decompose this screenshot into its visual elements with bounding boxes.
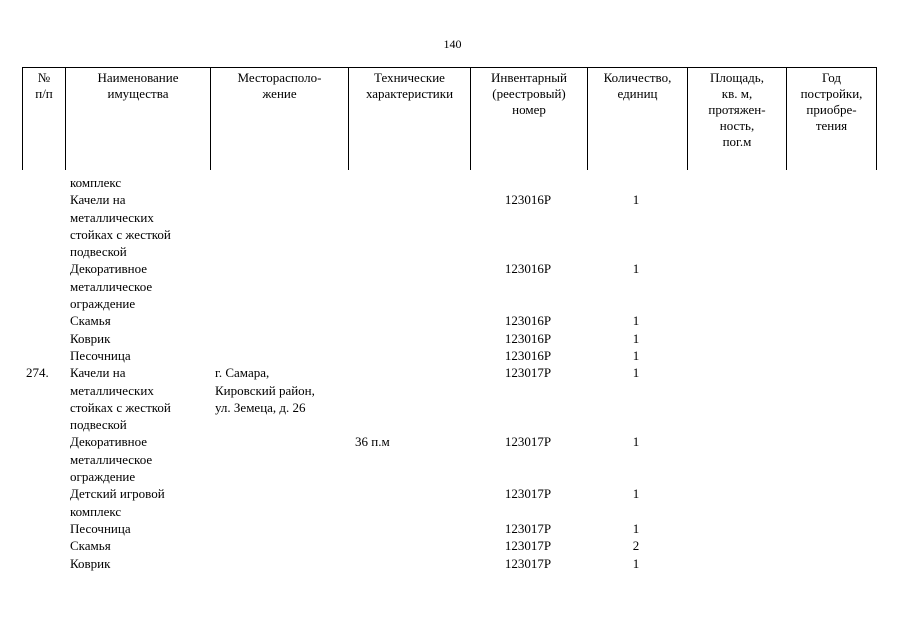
row-inventory-number: 123016Р: [504, 261, 552, 277]
table-row: [22, 330, 876, 347]
table-row: [22, 537, 876, 554]
table-row: [22, 174, 876, 191]
table-row: [22, 433, 876, 485]
row-inventory-number: 123016Р: [504, 192, 552, 208]
column-header-number: № п/п: [23, 68, 66, 171]
row-inventory-number: 123017Р: [504, 434, 552, 450]
row-name: Декоративное металлическое ограждение: [70, 434, 153, 485]
row-name: Коврик: [70, 330, 111, 346]
row-quantity: 1: [632, 313, 640, 329]
row-inventory-number: 123016Р: [504, 347, 552, 363]
row-name: Песочница: [70, 347, 131, 363]
row-technical: 36 п.м: [355, 434, 390, 450]
row-name: Песочница: [70, 520, 131, 536]
table-body: [22, 174, 876, 572]
row-inventory-number: 123017Р: [504, 365, 552, 381]
row-quantity: 1: [632, 486, 640, 502]
row-inventory-number: 123017Р: [504, 538, 552, 554]
row-inventory-number: 123017Р: [504, 555, 552, 571]
table-header: [22, 67, 877, 170]
column-header-year: Год постройки, приобре- тения: [787, 68, 877, 171]
table-row: [22, 347, 876, 364]
row-name: Качели на металлических стойках с жесткой подвеской: [70, 365, 171, 433]
table-row: [22, 364, 876, 433]
row-location: г. Самара, Кировский район, ул. Земеца, д. 26: [215, 365, 315, 415]
column-header-technical: Технические характеристики: [349, 68, 471, 171]
column-header-location: Месторасполо- жение: [211, 68, 349, 171]
row-quantity: 1: [632, 330, 640, 346]
row-inventory-number: 123017Р: [504, 486, 552, 502]
table-row: [22, 555, 876, 572]
column-header-quantity: Количество, единиц: [588, 68, 688, 171]
row-quantity: 1: [632, 347, 640, 363]
row-inventory-number: 123016Р: [504, 313, 552, 329]
row-name: Скамья: [70, 313, 111, 329]
row-quantity: 1: [632, 555, 640, 571]
row-name: Качели на металлических стойках с жесткой подвеской: [70, 192, 171, 260]
row-inventory-number: 123017Р: [504, 520, 552, 536]
column-header-area: Площадь, кв. м, протяжен- ность, пог.м: [688, 68, 787, 171]
row-number: 274.: [26, 365, 49, 381]
row-name: Декоративное металлическое ограждение: [70, 261, 153, 312]
row-name: комплекс: [70, 175, 122, 190]
table-row: [22, 191, 876, 260]
row-quantity: 1: [632, 434, 640, 450]
row-quantity: 1: [632, 520, 640, 536]
row-name: Скамья: [70, 538, 111, 554]
row-quantity: 1: [632, 365, 640, 381]
row-name: Детский игровой комплекс: [70, 486, 165, 519]
row-quantity: 2: [632, 538, 640, 554]
table-row: [22, 312, 876, 329]
row-inventory-number: 123016Р: [504, 330, 552, 346]
column-header-inventory: Инвентарный (реестровый) номер: [471, 68, 588, 171]
table-row: [22, 520, 876, 537]
column-header-name: Наименование имущества: [66, 68, 211, 171]
row-quantity: 1: [632, 261, 640, 277]
row-quantity: 1: [632, 192, 640, 208]
row-name: Коврик: [70, 555, 111, 571]
page-number: 140: [443, 37, 462, 51]
table-row: [22, 485, 876, 520]
table-row: [22, 260, 876, 312]
